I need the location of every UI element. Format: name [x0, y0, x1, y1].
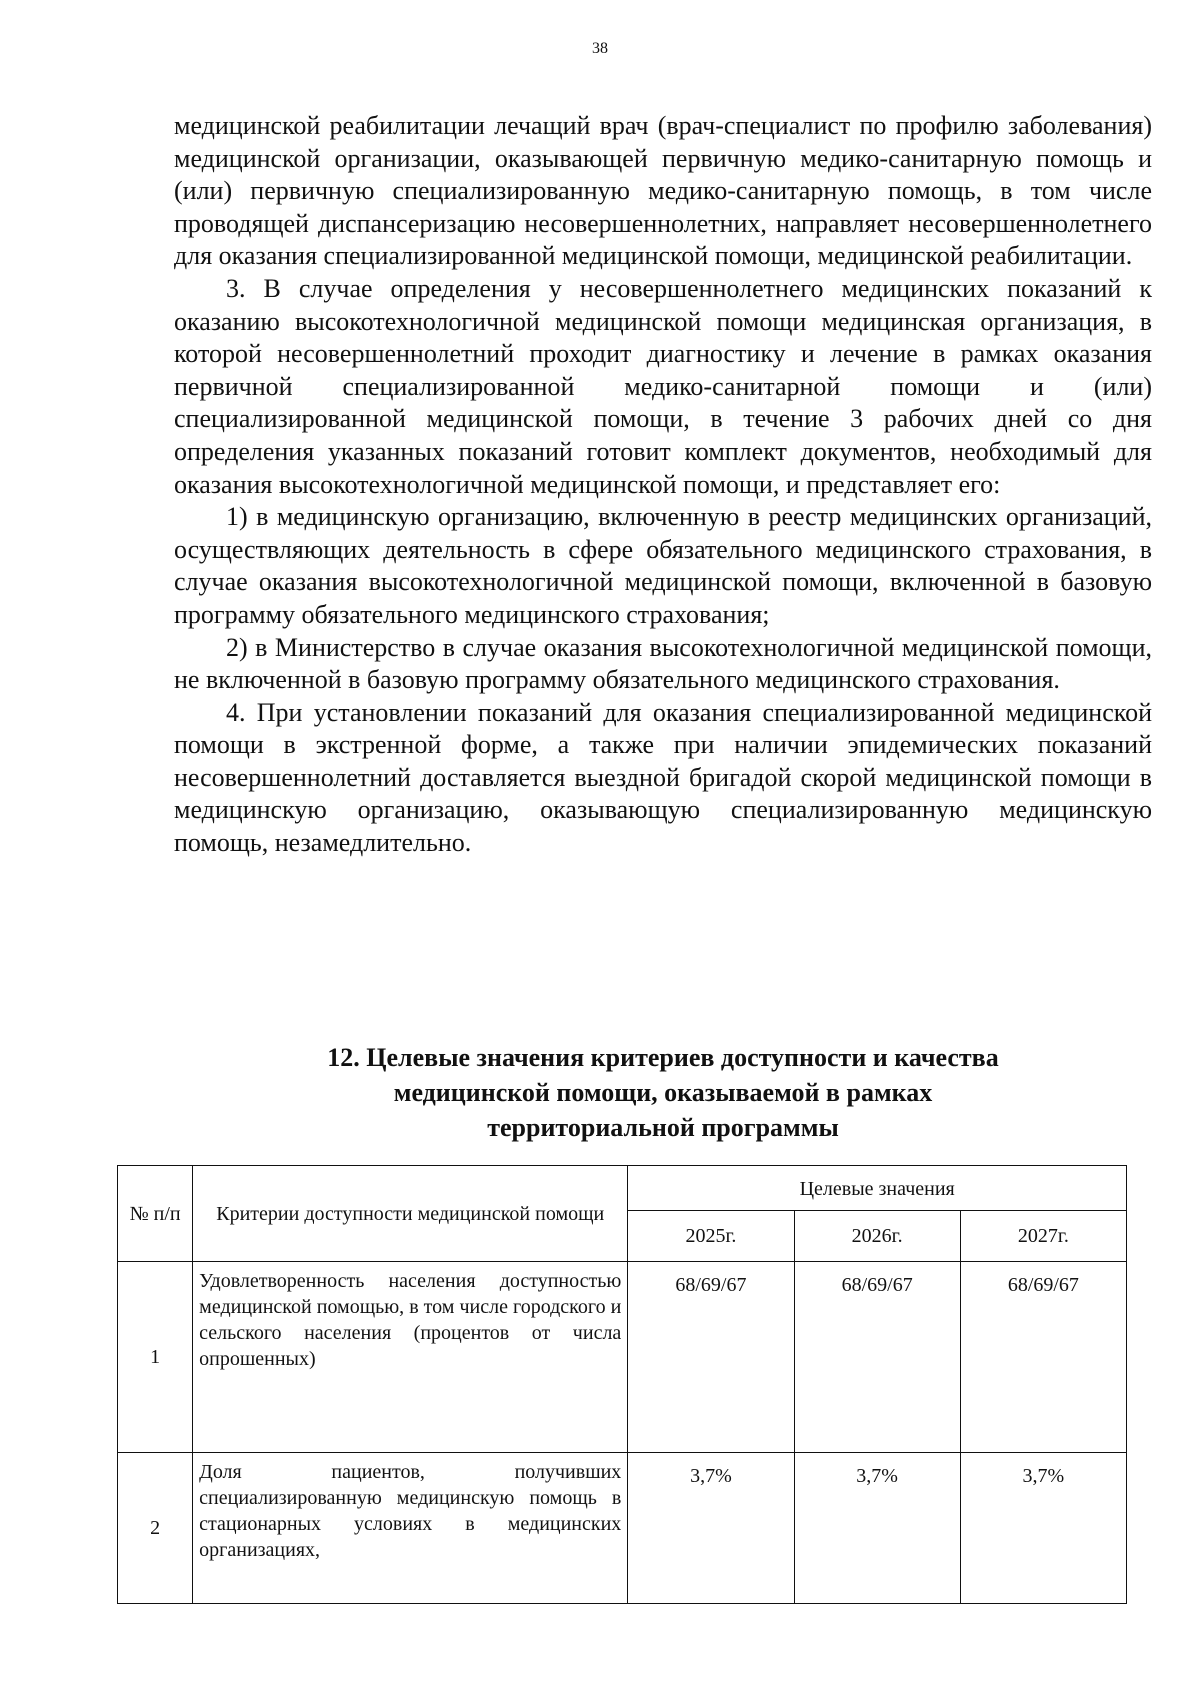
- row-value-2026: 3,7%: [794, 1453, 960, 1604]
- row-num: 1: [118, 1262, 193, 1453]
- row-criteria-text: Доля пациентов, получивших специализированную медицинскую помощь в стационарных условиях в медицинских организациях,: [199, 1461, 622, 1561]
- header-target-values: Целевые значения: [628, 1166, 1127, 1211]
- paragraph-subitem-2: 2) в Министерство в случае оказания высокотехнологичной медицинской помощи, не включенной в базовую программу обязательного медицинского страхования.: [174, 632, 1152, 695]
- table-row: [118, 1262, 1127, 1453]
- header-criteria: Критерии доступности медицинской помощи: [193, 1166, 628, 1262]
- header-year-2026: 2026г.: [794, 1211, 960, 1262]
- table-header-row: [118, 1166, 1127, 1211]
- header-num: № п/п: [118, 1166, 193, 1262]
- row-criteria-text: Удовлетворенность населения доступностью медицинской помощью, в том числе городского и сельского населения (процентов от числа опрошенных): [199, 1270, 622, 1370]
- criteria-table: [117, 1165, 1127, 1604]
- row-criteria: [193, 1262, 628, 1453]
- row-value-2025: 68/69/67: [628, 1262, 794, 1453]
- section-heading-line: 12. Целевые значения критериев доступности и качества: [327, 1043, 999, 1072]
- document-body: [174, 110, 1152, 860]
- row-num: 2: [118, 1453, 193, 1604]
- table-row: [118, 1453, 1127, 1604]
- row-value-2027: 68/69/67: [960, 1262, 1126, 1453]
- row-value-2025: 3,7%: [628, 1453, 794, 1604]
- paragraph-item-4: 4. При установлении показаний для оказания специализированной медицинской помощи в экстренной форме, а также при наличии эпидемических показаний несовершеннолетний доставляется выездной бригадой скорой медицинской помощи в медицинскую организацию, оказывающую специализированную медицинскую помощь, незамедлительно.: [174, 697, 1152, 858]
- page-number: 38: [592, 40, 608, 57]
- header-year-2027: 2027г.: [960, 1211, 1126, 1262]
- paragraph-continuation: медицинской реабилитации лечащий врач (врач-специалист по профилю заболевания) медицинской организации, оказывающей первичную медико-санитарную помощь и (или) первичную специализированную медико-санитарную помощь, в том числе проводящей диспансеризацию несовершеннолетних, направляет несовершеннолетнего для оказания специализированной медицинской помощи, медицинской реабилитации.: [174, 111, 1152, 271]
- row-value-2026: 68/69/67: [794, 1262, 960, 1453]
- section-heading-line: медицинской помощи, оказываемой в рамках: [393, 1078, 933, 1107]
- paragraph-subitem-1: 1) в медицинскую организацию, включенную в реестр медицинских организаций, осуществляющих деятельность в сфере обязательного медицинского страхования, в случае оказания высокотехнологичной медицинской помощи, включенной в базовую программу обязательного медицинского страхования;: [174, 502, 1152, 629]
- section-heading: [174, 1040, 1152, 1145]
- paragraph-item-3: 3. В случае определения у несовершеннолетнего медицинских показаний к оказанию высокотехнологичной медицинской помощи медицинская организация, в которой несовершеннолетний проходит диагностику и лечение в рамках оказания первичной специализированной медико-санитарной помощи и (или) специализированной медицинской помощи, в течение 3 рабочих дней со дня определения указанных показаний готовит комплект документов, необходимый для оказания высокотехнологичной медицинской помощи, и представляет его:: [174, 273, 1152, 499]
- section-heading-line: территориальной программы: [487, 1113, 839, 1142]
- row-value-2027: 3,7%: [960, 1453, 1126, 1604]
- row-criteria: [193, 1453, 628, 1604]
- header-year-2025: 2025г.: [628, 1211, 794, 1262]
